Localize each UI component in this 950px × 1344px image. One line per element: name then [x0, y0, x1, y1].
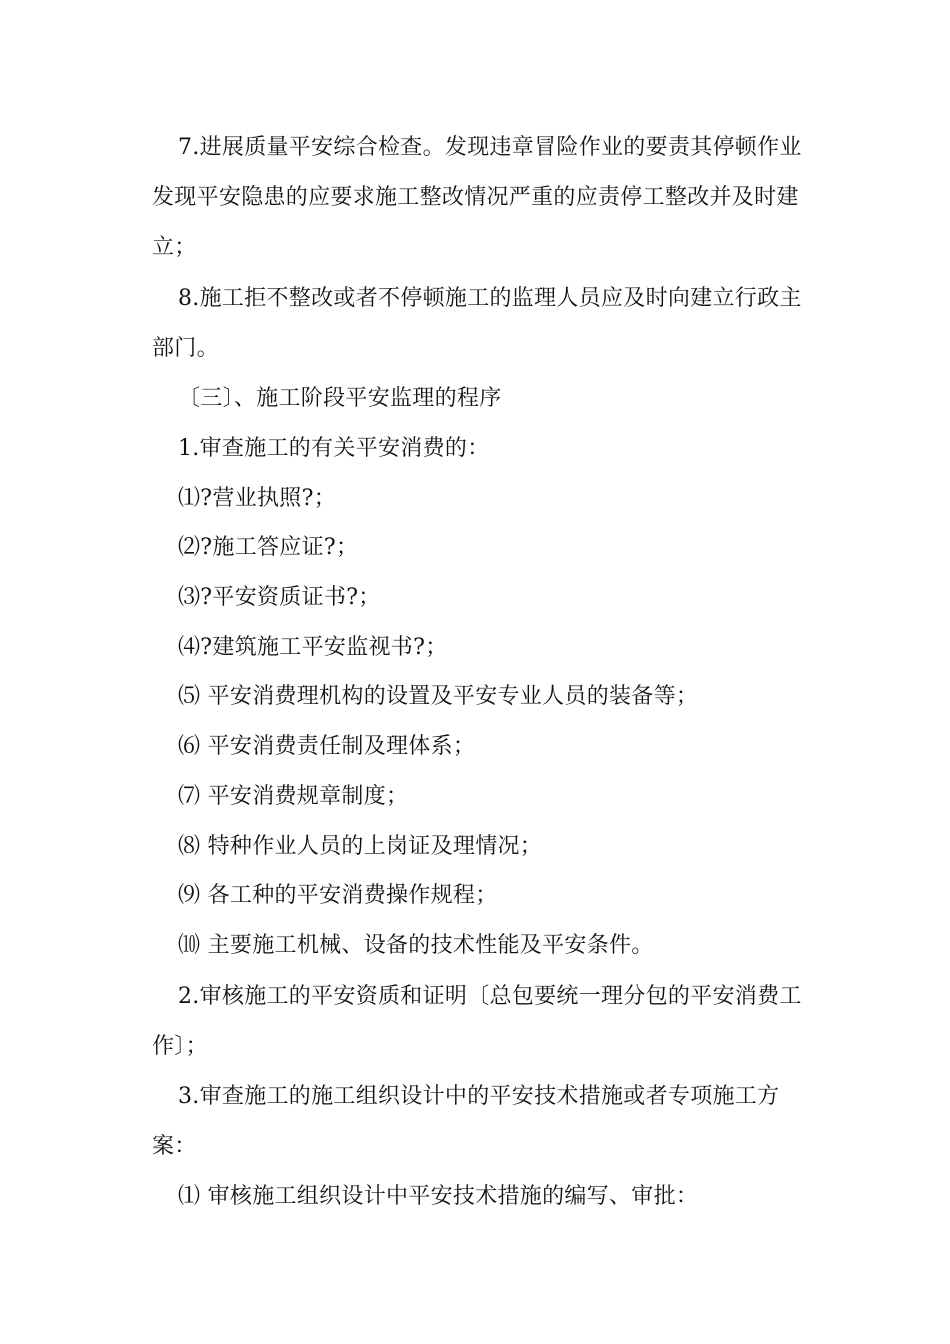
sub-item-10: ⑽ 主要施工机械、设备的技术性能及平安条件。 [178, 933, 654, 958]
item-2-line-2: 作〕； [152, 1034, 208, 1059]
paragraph-7-line-1: 7.进展质量平安综合检查。发现违章冒险作业的要责其停顿作业 [178, 135, 802, 160]
paragraph-7-line-3: 立； [152, 235, 197, 260]
sub-item-6: ⑹ 平安消费责任制及理体系； [178, 734, 476, 759]
item-1-heading: 1.审查施工的有关平安消费的： [178, 436, 490, 461]
sub-item-3: ⑶?平安资质证书?； [178, 585, 381, 610]
item-3-sub-item-1: ⑴ 审核施工组织设计中平安技术措施的编写、审批： [178, 1184, 699, 1209]
sub-item-1: ⑴?营业执照?； [178, 486, 336, 511]
sub-item-8: ⑻ 特种作业人员的上岗证及理情况； [178, 834, 543, 859]
sub-item-2: ⑵?施工答应证?； [178, 535, 359, 560]
sub-item-9: ⑼ 各工种的平安消费操作规程； [178, 883, 498, 908]
paragraph-8-line-2: 部门。 [152, 336, 219, 361]
item-2-line-1: 2.审核施工的平安资质和证明〔总包要统一理分包的平安消费工 [178, 984, 802, 1009]
sub-item-5: ⑸ 平安消费理机构的设置及平安专业人员的装备等； [178, 684, 699, 709]
item-3-line-2: 案： [152, 1134, 197, 1159]
paragraph-8-line-1: 8.施工拒不整改或者不停顿施工的监理人员应及时向建立行政主 [178, 286, 802, 311]
sub-item-4: ⑷?建筑施工平安监视书?； [178, 635, 448, 660]
sub-item-7: ⑺ 平安消费规章制度； [178, 784, 409, 809]
paragraph-7-line-2: 发现平安隐患的应要求施工整改情况严重的应责停工整改并及时建 [152, 185, 799, 210]
item-3-line-1: 3.审查施工的施工组织设计中的平安技术措施或者专项施工方 [178, 1084, 780, 1109]
section-heading: 〔三〕、施工阶段平安监理的程序 [178, 386, 502, 411]
